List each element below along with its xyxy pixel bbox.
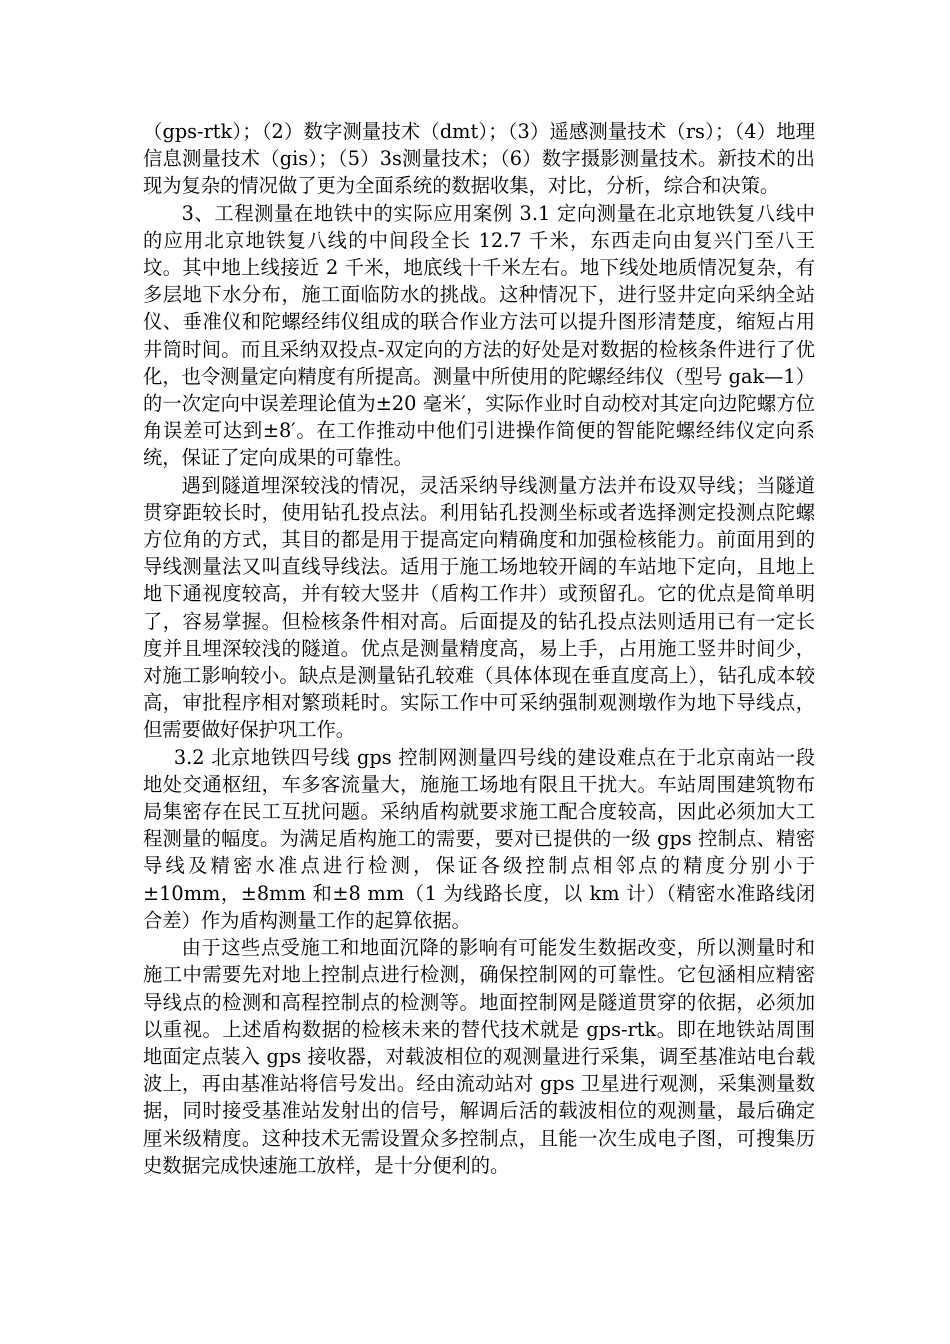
paragraph-3: 遇到隧道埋深较浅的情况，灵活采纳导线测量方法并布设双导线；当隧道贯穿距较长时，使用钻孔投点法。利用钻孔投测坐标或者选择测定投测点陀螺方位角的方式，其目的都是用于提高定向精确度和加强检核能力。前面用到的导线测量法又叫直线导线法。适用于施工场地较开阔的车站地下定向，且地上地下通视度较高，并有较大竖井（盾构工作井）或预留孔。它的优点是简单明了，容易掌握。但检核条件相对高。后面提及的钻孔投点法则适用已有一定长度并且埋深较浅的隧道。优点是测量精度高，易上手，占用施工竖井时间少，对施工影响较小。缺点是测量钻孔较难（具体体现在垂直度高上），钻孔成本较高，审批程序相对繁琐耗时。实际工作中可采纳强制观测墩作为地下导线点，但需要做好保护巩工作。 [143,473,815,742]
paragraph-1: （gps-rtk）；（2）数字测量技术（dmt）；（3）遥感测量技术（rs）；（4）地理信息测量技术（gis）；（5）3s测量技术；（6）数字摄影测量技术。新技术的出现为复杂的情况做了更为全面系统的数据收集，对比，分析，综合和决策。 [143,120,815,198]
document-body [143,118,815,1179]
paragraph-4: 3.2 北京地铁四号线 gps 控制网测量四号线的建设难点在于北京南站一段地处交通枢纽，车多客流量大，施施工场地有限且干扰大。车站周围建筑物布局集密存在民工互扰问题。采纳盾构就要求施工配合度较高，因此必须加大工程测量的幅度。为满足盾构施工的需要，要对已提供的一级 gps 控制点、精密导线及精密水准点进行检测，保证各级控制点相邻点的精度分别小于±10mm，±8mm 和±8 mm（1 为线路长度，以 km 计）（精密水准路线闭合差）作为盾构测量工作的起算依据。 [143,745,815,932]
paragraph-2: 3、工程测量在地铁中的实际应用案例 3.1 定向测量在北京地铁复八线中的应用北京地铁复八线的中间段全长 12.7 千米，东西走向由复兴门至八王坟。其中地上线接近 2 千米，地底线十千米左右。地下线处地质情况复杂，有多层地下水分布，施工面临防水的挑战。这种情况下，进行竖井定向采纳全站仪、垂准仪和陀螺经纬仪组成的联合作业方法可以提升图形清楚度，缩短占用井筒时间。而且采纳双投点-双定向的方法的好处是对数据的检核条件进行了优化，也令测量定向精度有所提高。测量中所使用的陀螺经纬仪（型号 gak—1）的一次定向中误差理论值为±20 毫米′，实际作业时自动校对其定向边陀螺方位角误差可达到±8′。在工作推动中他们引进操作简便的智能陀螺经纬仪定向系统，保证了定向成果的可靠性。 [143,201,815,470]
paragraph-5: 由于这些点受施工和地面沉降的影响有可能发生数据改变，所以测量时和施工中需要先对地上控制点进行检测，确保控制网的可靠性。它包涵相应精密导线点的检测和高程控制点的检测等。地面控制网是隧道贯穿的依据，必须加以重视。上述盾构数据的检核未来的替代技术就是 gps-rtk。即在地铁站周围地面定点装入 gps 接收器，对载波相位的观测量进行采集，调至基准站电台载波上，再由基准站将信号发出。经由流动站对 gps 卫星进行观测，采集测量数据，同时接受基准站发射出的信号，解调后活的载波相位的观测量，最后确定厘米级精度。这种技术无需设置众多控制点，且能一次生成电子图，可搜集历史数据完成快速施工放样，是十分便利的。 [143,936,815,1177]
